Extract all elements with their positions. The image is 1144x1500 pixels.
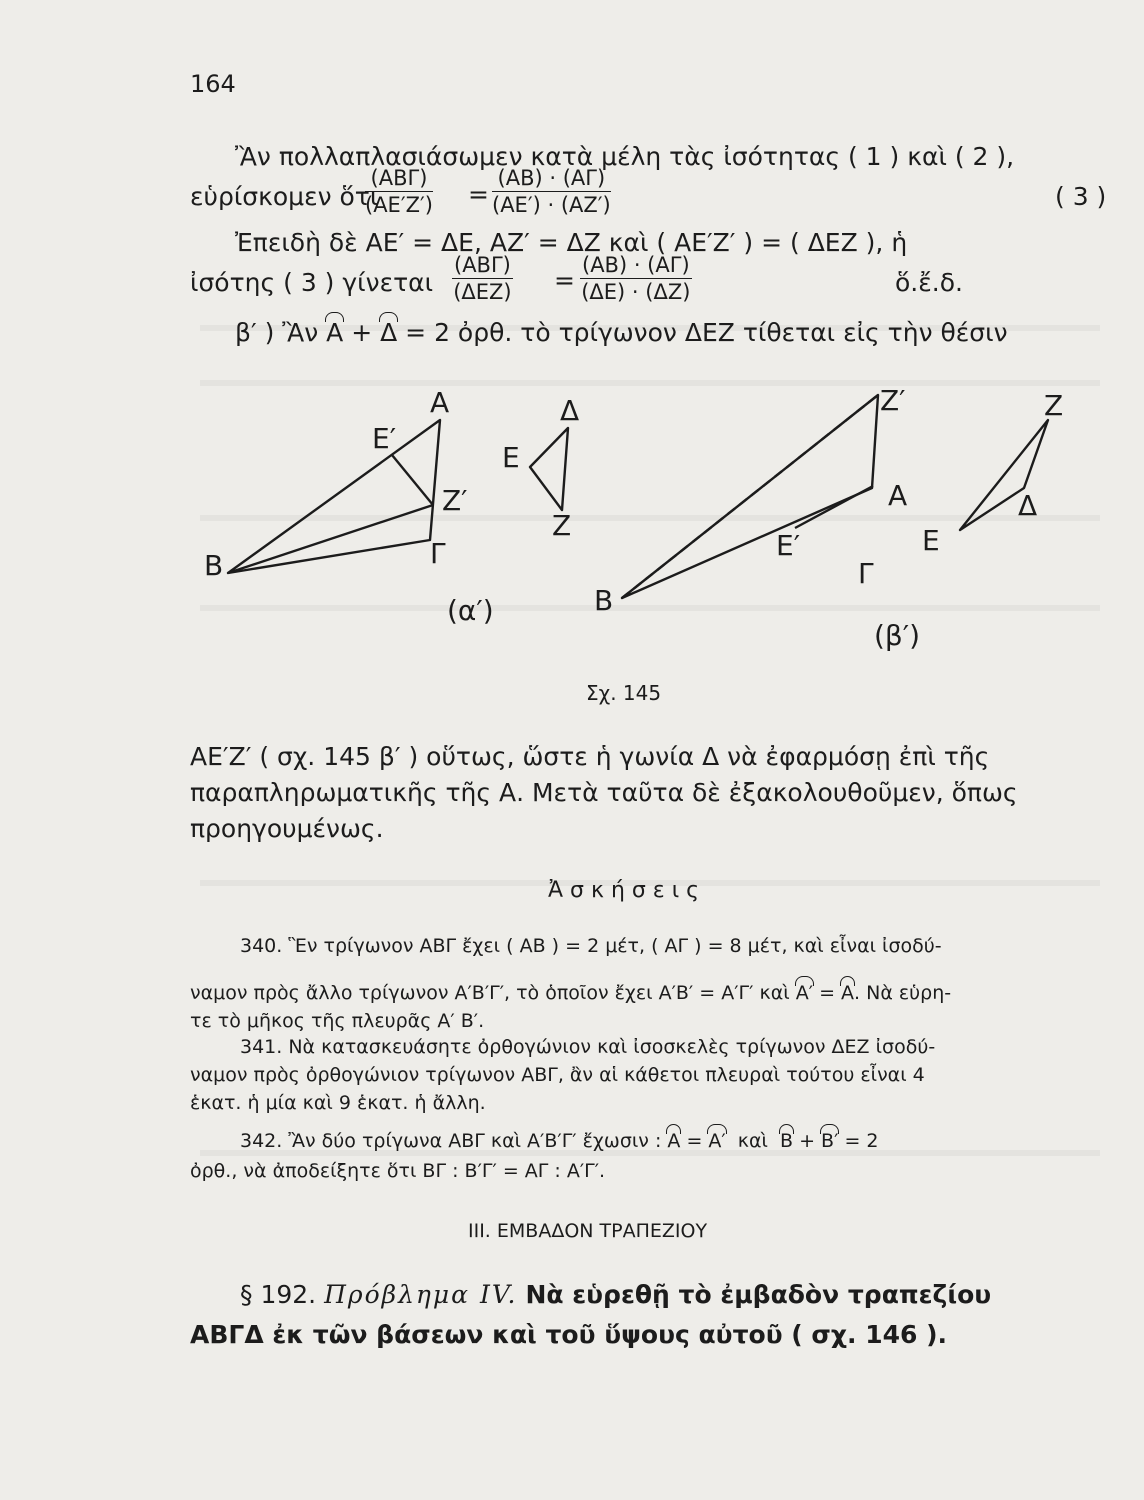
angle-d-hat: Δ: [380, 318, 398, 347]
ex342-plus: +: [799, 1130, 815, 1152]
fraction-numerator: (ΑΒ) · (ΑΓ): [582, 253, 690, 277]
fig-b-segment-E1A: [795, 486, 873, 528]
para2-line1: Ἐπειδὴ δὲ ΑΕ′ = ΔΕ, ΑΖ′ = ΔΖ καὶ ( ΑΕ′Ζ′ ) = ( ΔΕΖ ), ἡ: [235, 228, 908, 257]
angle-a-hat: Α: [326, 318, 344, 347]
problem-line1: [240, 1280, 991, 1309]
fig-b-small-label-D: Δ: [1018, 489, 1038, 522]
fig-a-label-E1: Ε′: [372, 422, 397, 455]
problem-line1-rest: Νὰ εὑρεθῇ τὸ ἐμβαδὸν τραπεζίου: [525, 1280, 992, 1309]
qed-mark: ὅ.ἔ.δ.: [895, 268, 963, 297]
fig-b-label-Z1: Ζ′: [880, 384, 906, 417]
fraction-denominator: (ΑΕ′Ζ′): [365, 193, 433, 217]
fig-a-label-Z1: Ζ′: [442, 484, 468, 517]
fraction-denominator: (ΑΕ′) · (ΑΖ′): [492, 193, 611, 217]
ex342-angle-a1: Α′: [708, 1130, 726, 1152]
fig-b-small-label-E: Ε: [922, 524, 940, 557]
ex341-line2: ναμον πρὸς ὀρθογώνιον τρίγωνον ΑΒΓ, ἂν αἱ κάθετοι πλευραὶ τούτου εἶναι 4: [190, 1064, 925, 1086]
fig-a-triangle-ABG: [228, 420, 440, 573]
fig-a-segment-E1Z1: [392, 455, 433, 505]
fig-small-triangle-DEZ: [530, 428, 568, 510]
figure-145: [0, 0, 1144, 720]
para1-lead: εὑρίσκομεν ὅτι: [190, 182, 379, 211]
fig-b-label-E1: Ε′: [776, 529, 801, 562]
para2-lead: ἰσότης ( 3 ) γίνεται: [190, 268, 434, 297]
para1-equals: =: [468, 180, 489, 209]
para3-plus: +: [351, 318, 373, 347]
fig-a-label-B: Β: [204, 549, 224, 582]
fraction-numerator: (ΑΒΓ): [365, 166, 433, 192]
fraction-numerator: (ΑΒΓ): [454, 253, 511, 277]
ex342-line1: [240, 1130, 879, 1152]
fraction-denominator: (ΔΕΖ): [453, 280, 512, 304]
problem-title: Πρόβλημα IV.: [324, 1280, 518, 1309]
fraction-denominator: (ΔΕ) · (ΔΖ): [581, 280, 691, 304]
para4-line1: ΑΕ′Ζ′ ( σχ. 145 β′ ) οὕτως, ὥστε ἡ γωνία Δ νὰ ἐφαρμόσῃ ἐπὶ τῆς: [190, 742, 990, 771]
ex342-angle-b: Β: [779, 1130, 794, 1152]
ex342-line2: ὀρθ., νὰ ἀποδείξητε ὅτι ΒΓ : Β′Γ′ = ΑΓ : Α′Γ′.: [190, 1160, 606, 1182]
para1-line1: Ἂν πολλαπλασιάσωμεν κατὰ μέλη τὰς ἰσότητας ( 1 ) καὶ ( 2 ),: [235, 142, 1015, 171]
fig-b-small-label-Z: Ζ: [1044, 389, 1064, 422]
figure-caption: Σχ. 145: [586, 681, 662, 705]
para3-pre: β′ ) Ἂν: [235, 318, 319, 347]
ex340-line3: τε τὸ μῆκος τῆς πλευρᾶς Α′ Β′.: [190, 1010, 485, 1032]
problem-line2: ΑΒΓΔ ἐκ τῶν βάσεων καὶ τοῦ ὕψους αὐτοῦ ( σχ. 146 ).: [190, 1320, 948, 1349]
para2-equals: =: [554, 266, 575, 295]
fig-b-label-B: Β: [594, 584, 614, 617]
fig-label-alpha: (α′): [447, 594, 494, 627]
ex340-line2-pre: ναμον πρὸς ἄλλο τρίγωνον Α′Β′Γ′, τὸ ὁποῖον ἔχει Α′Β′ = Α′Γ′ καὶ: [190, 982, 790, 1004]
ex342-kai: καὶ: [737, 1130, 768, 1152]
ex340-line2: [190, 982, 951, 1004]
page-number: 164: [190, 70, 236, 98]
ex340-angle-a: Α: [841, 982, 855, 1004]
fig-a-segment-BZ1: [228, 505, 433, 573]
ex342-angle-b1: Β′: [821, 1130, 839, 1152]
para3-post: = 2 ὀρθ. τὸ τρίγωνον ΔΕΖ τίθεται εἰς τὴν θέσιν: [405, 318, 1008, 347]
fig-b-label-G: Γ: [858, 557, 874, 590]
fraction-numerator: (ΑΒ) · (ΑΓ): [492, 166, 611, 192]
ex340-eq: =: [819, 982, 835, 1004]
fig-a-label-G: Γ: [430, 537, 446, 570]
problem-paragraph-number: § 192.: [240, 1280, 317, 1309]
ex342-line1-post: = 2: [844, 1130, 879, 1152]
section-heading: ΙΙΙ. ΕΜΒΑΔΟΝ ΤΡΑΠΕΖΙΟΥ: [468, 1220, 708, 1242]
fig-small-label-Z: Ζ: [552, 509, 572, 542]
fig-label-beta: (β′): [874, 619, 921, 652]
equation-number: ( 3 ): [1055, 182, 1107, 211]
exercises-title: Ἀ σ κ ή σ ε ι ς: [548, 878, 700, 903]
para4-line3: προηγουμένως.: [190, 814, 384, 843]
fig-small-label-E: Ε: [502, 441, 520, 474]
ex342-eq: =: [686, 1130, 703, 1152]
ex342-angle-a: Α: [667, 1130, 681, 1152]
fig-b-label-A: Α: [888, 479, 908, 512]
para4-line2: παραπληρωματικῆς τῆς Α. Μετὰ ταῦτα δὲ ἐξακολουθοῦμεν, ὅπως: [190, 778, 1018, 807]
fig-small-label-D: Δ: [560, 394, 580, 427]
ex340-line2-post: . Νὰ εὑρη-: [854, 982, 952, 1004]
ex341-line3: ἑκατ. ἡ μία καὶ 9 ἑκατ. ἡ ἄλλη.: [190, 1092, 486, 1114]
ex340-angle-a1: Α′: [795, 982, 814, 1004]
ex340-line1: 340. Ἓν τρίγωνον ΑΒΓ ἔχει ( ΑΒ ) = 2 μέτ, ( ΑΓ ) = 8 μέτ, καὶ εἶναι ἰσοδύ-: [240, 935, 942, 957]
ex342-line1-pre: 342. Ἂν δύο τρίγωνα ΑΒΓ καὶ Α′Β′Γ′ ἔχωσιν :: [240, 1130, 662, 1152]
ex341-line1: 341. Νὰ κατασκευάσητε ὀρθογώνιον καὶ ἰσοσκελὲς τρίγωνον ΔΕΖ ἰσοδύ-: [240, 1036, 936, 1058]
fig-a-label-A: Α: [430, 386, 450, 419]
